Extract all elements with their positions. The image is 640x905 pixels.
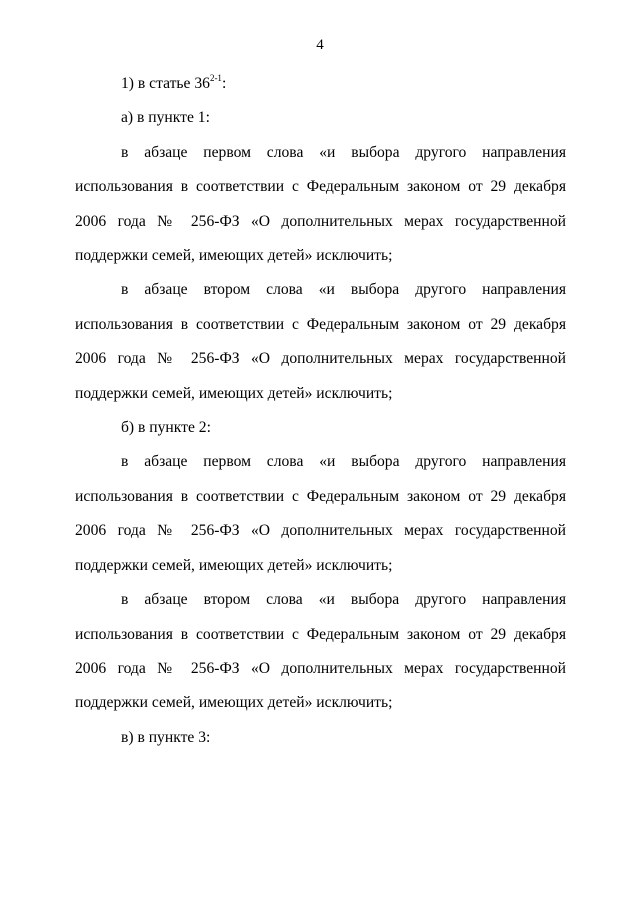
paragraph-a-first: в абзаце первом слова «и выбора другого направления использования в соответствии с Федеральным законом от 29 декабря 2006 года № 256-ФЗ «О дополнительных мерах государственной поддержки семей, имеющих детей» исключить; <box>75 143 566 265</box>
subitem-v-heading: в) в пункте 3: <box>121 728 211 746</box>
subitem-a-heading: а) в пункте 1: <box>121 109 210 127</box>
document-body <box>75 67 566 755</box>
page-number: 4 <box>316 37 324 53</box>
item-heading-1-tail: : <box>221 75 227 92</box>
item-heading-1 <box>75 67 566 101</box>
subitem-b-heading: б) в пункте 2: <box>121 419 211 437</box>
item-heading-1-text: 1) в статье 36 <box>121 75 210 92</box>
paragraph-b-second: в абзаце втором слова «и выбора другого направления использования в соответствии с Федеральным законом от 29 декабря 2006 года № 256-ФЗ «О дополнительных мерах государственной поддержки семей, имеющих детей» исключить; <box>75 591 566 712</box>
paragraph-a-second: в абзаце втором слова «и выбора другого направления использования в соответствии с Федеральным законом от 29 декабря 2006 года № 256-ФЗ «О дополнительных мерах государственной поддержки семей, имеющих детей» исключить; <box>75 281 566 402</box>
paragraph-b-first: в абзаце первом слова «и выбора другого направления использования в соответствии с Федеральным законом от 29 декабря 2006 года № 256-ФЗ «О дополнительных мерах государственной поддержки семей, имеющих детей» исключить; <box>75 453 566 574</box>
item-heading-1-superscript: 2-1 <box>209 72 222 83</box>
